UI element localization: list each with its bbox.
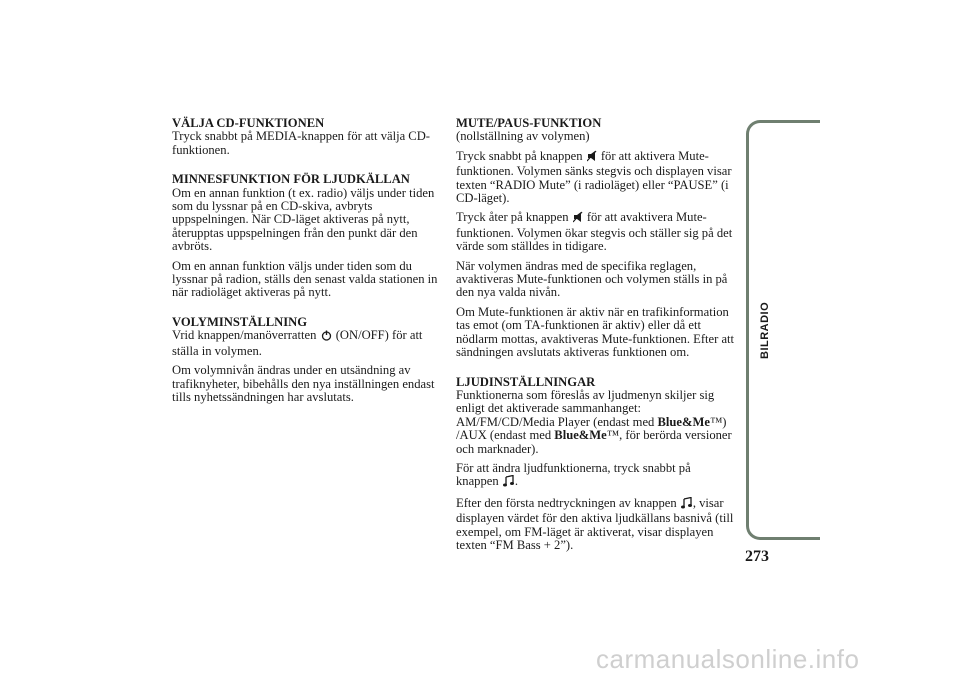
text: , visar displayen värdet för den aktiva ljudkällans basnivå (till exempel, om FM-läget är aktiverat, visar displayen texten “FM Bass + 2”). xyxy=(456,495,734,552)
bold-text: Blue&Me xyxy=(657,414,710,429)
text: för att avaktivera Mute-funktionen. Volymen ökar stegvis och ställer sig på det värde som ställdes in tidigare. xyxy=(456,210,733,254)
text: Vrid knappen/manöverratten xyxy=(172,328,317,343)
text: . xyxy=(514,474,518,489)
paragraph xyxy=(456,389,736,456)
subheading: (nollställning av volymen) xyxy=(456,129,590,144)
paragraph xyxy=(456,150,736,206)
text: För att ändra ljudfunktionerna, tryck snabbt på knappen xyxy=(456,460,691,489)
paragraph xyxy=(172,329,444,358)
paragraph xyxy=(456,497,736,553)
paragraph: Om Mute-funktionen är aktiv när en trafikinformation tas emot (om TA-funktionen är aktiv) eller då ett nödlarm mottas, avaktiveras Mute-funktionen. Efter att sändningen avslutats aktiveras funktionen om. xyxy=(456,304,735,360)
music-note-icon xyxy=(503,475,514,490)
text: Efter den första nedtryckningen av knappen xyxy=(456,495,677,510)
paragraph: När volymen ändras med de specifika reglagen, avaktiveras Mute-funktionen och volymen ställs in på den nya valda nivån. xyxy=(456,258,728,300)
heading-memory-function: MINNESFUNKTION FÖR LJUDKÄLLAN xyxy=(172,172,410,187)
watermark: carmanualsonline.info xyxy=(596,644,860,674)
text: Funktionerna som föreslås av ljudmenyn skiljer sig enligt det aktiverade sammanhanget: AM/FM/CD/Media Player (endast med xyxy=(456,387,715,429)
text: för att aktivera Mute-funktionen. Volymen sänks stegvis och displayen visar texten “RADIO Mute” (i radioläget) eller “PAUSE” (i CD-läget). xyxy=(456,148,732,206)
mute-icon xyxy=(573,211,583,226)
text: ™) /AUX (endast med xyxy=(456,414,727,443)
right-column xyxy=(456,117,736,558)
text: Tryck åter på knappen xyxy=(456,210,569,225)
paragraph: Tryck snabbt på MEDIA-knappen för att välja CD-funktionen. xyxy=(172,129,430,157)
paragraph: Om volymnivån ändras under en utsändning av trafiknyheter, bibehålls den nya inställningen endast tills nyhetssändningen har avslutats. xyxy=(172,363,435,404)
chapter-tab-label: BILRADIO xyxy=(759,301,771,359)
text: (ON/OFF) för att ställa in volymen. xyxy=(172,328,423,358)
paragraph xyxy=(456,462,736,491)
text: ™, för berörda versioner och marknader). xyxy=(456,428,732,456)
mute-icon xyxy=(587,150,597,165)
page-number: 273 xyxy=(745,548,769,565)
heading-volume: VOLYMINSTÄLLNING xyxy=(172,314,308,329)
heading-mute: MUTE/PAUS-FUNKTION xyxy=(456,116,602,130)
paragraph: Om en annan funktion väljs under tiden som du lyssnar på radion, ställs den senast valda stationen in när radioläget aktiveras på nytt. xyxy=(172,258,438,300)
heading-sound-settings: LJUDINSTÄLLNINGAR xyxy=(456,374,596,389)
power-knob-icon xyxy=(321,330,332,344)
music-note-icon xyxy=(681,497,692,512)
bold-text: Blue&Me xyxy=(554,428,607,443)
paragraph xyxy=(456,211,736,253)
left-column xyxy=(172,117,444,410)
paragraph: Om en annan funktion (t ex. radio) väljs under tiden som du lyssnar på en CD-skiva, avbryts uppspelningen. När CD-läget aktiveras på nytt, återupptas uppspelningen från den punkt där den avbröts. xyxy=(172,185,435,254)
chapter-tab xyxy=(746,120,820,540)
text: Tryck snabbt på knappen xyxy=(456,148,583,163)
heading-cd-function: VÄLJA CD-FUNKTIONEN xyxy=(172,116,325,130)
